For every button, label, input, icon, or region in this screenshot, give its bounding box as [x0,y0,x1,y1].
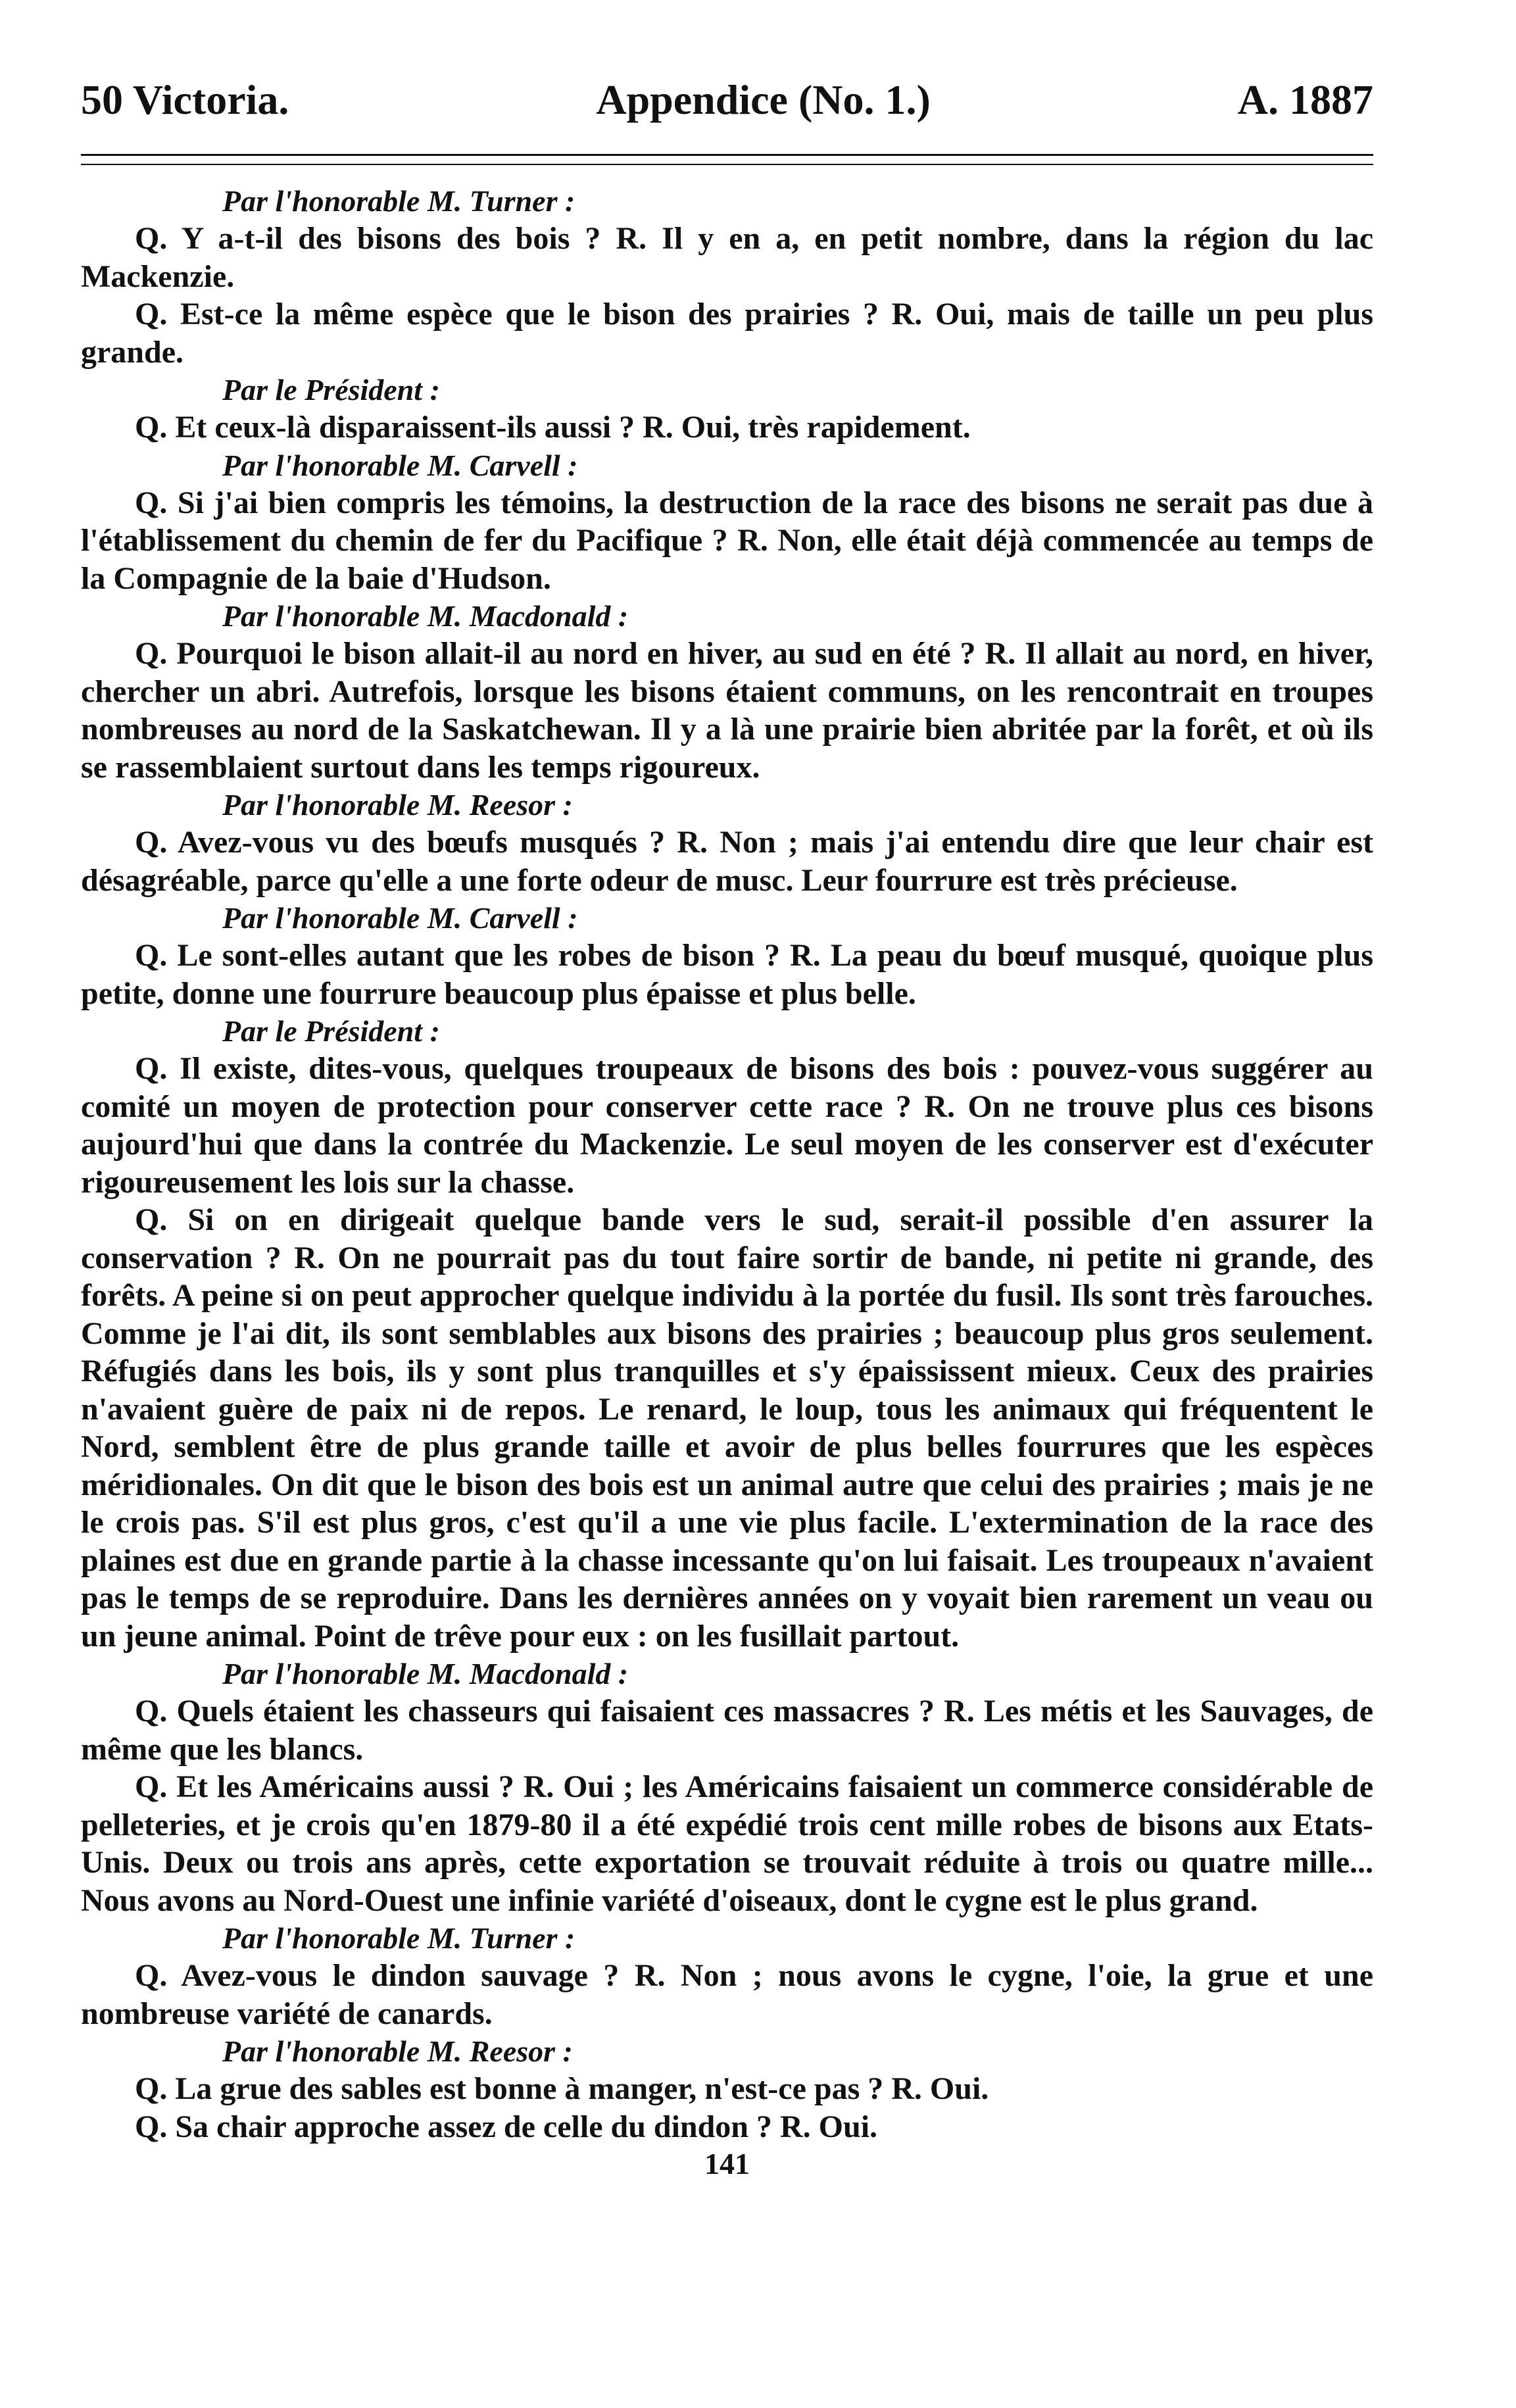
running-header [81,72,1373,128]
testimony-paragraph: Q. Sa chair approche assez de celle du dindon ? R. Oui. [135,2109,878,2144]
header-session: 50 Victoria. [81,76,289,123]
speaker-heading: Par l'honorable M. Reesor : [222,788,573,822]
testimony-paragraph: Q. Pourquoi le bison allait-il au nord en hiver, au sud en été ? R. Il allait au nord, en hiver, chercher un abri. Autrefois, lorsque les bisons étaient communs, on les rencontrait en troupes nombreuses au nord de la Saskatchewan. Il y a là une prairie bien abritée par la forêt, et où ils se rassemblaient surtout dans les temps rigoureux. [81,636,1373,785]
speaker-heading: Par l'honorable M. Carvell : [222,448,578,482]
header-appendix: Appendice (No. 1.) [596,76,931,123]
header-double-rule [81,154,1373,165]
speaker-heading: Par le Président : [222,373,440,406]
speaker-heading: Par l'honorable M. Reesor : [222,2034,573,2068]
testimony-paragraph: Q. Et ceux-là disparaissent-ils aussi ? R. Oui, très rapidement. [135,410,971,445]
speaker-heading: Par l'honorable M. Turner : [222,184,575,218]
testimony-paragraph: Q. Et les Américains aussi ? R. Oui ; les Américains faisaient un commerce considérable de pelleteries, et je crois qu'en 1879-80 il a été expédié trois cent mille robes de bisons aux Etats-Unis. Deux ou trois ans après, cette exportation se trouvait réduite à trois ou quatre mille... Nous avons au Nord-Ouest une infinie variété d'oiseaux, dont le cygne est le plus grand. [81,1769,1373,1918]
document-page [81,72,1373,2182]
speaker-heading: Par l'honorable M. Macdonald : [222,1657,629,1690]
testimony-paragraph: Q. Si on en dirigeait quelque bande vers le sud, serait-il possible d'en assurer la conservation ? R. On ne pourrait pas du tout faire sortir de bande, ni petite ni grande, des forêts. A peine si on peut approcher quelque individu à la portée du fusil. Ils sont très farouches. Comme je l'ai dit, ils sont semblables aux bisons des prairies ; beaucoup plus gros seulement. Réfugiés dans les bois, ils y sont plus tranquilles et s'y épaississent mieux. Ceux des prairies n'avaient guère de paix ni de repos. Le renard, le loup, tous les animaux qui fréquentent le Nord, semblent être de plus grande taille et avoir de plus belles fourrures que les espèces méridionales. On dit que le bison des bois est un animal autre que celui des prairies ; mais je ne le crois pas. S'il est plus gros, c'est qu'il a une vie plus facile. L'extermination de la race des plaines est due en grande partie à la chasse incessante qu'on lui faisait. Les troupeaux n'avaient pas le temps de se reproduire. Dans les dernières années on y voyait bien rarement un veau ou un jeune animal. Point de trêve pour eux : on les fusillait partout. [81,1202,1373,1654]
speaker-heading: Par l'honorable M. Turner : [222,1921,575,1955]
testimony-paragraph: Q. Y a-t-il des bisons des bois ? R. Il y en a, en petit nombre, dans la région du lac Mackenzie. [81,221,1373,294]
testimony-paragraph: Q. La grue des sables est bonne à manger, n'est-ce pas ? R. Oui. [135,2071,989,2106]
testimony-paragraph: Q. Quels étaient les chasseurs qui faisaient ces massacres ? R. Les métis et les Sauvages, de même que les blancs. [81,1694,1373,1767]
testimony-paragraph: Q. Est-ce la même espèce que le bison des prairies ? R. Oui, mais de taille un peu plus grande. [81,297,1373,370]
speaker-heading: Par l'honorable M. Macdonald : [222,599,629,633]
testimony-paragraph: Q. Avez-vous le dindon sauvage ? R. Non ; nous avons le cygne, l'oie, la grue et une nombreuse variété de canards. [81,1958,1373,2031]
testimony-paragraph: Q. Il existe, dites-vous, quelques troupeaux de bisons des bois : pouvez-vous suggérer au comité un moyen de protection pour conserver cette race ? R. On ne trouve plus ces bisons aujourd'hui que dans la contrée du Mackenzie. Le seul moyen de les conserver est d'exécuter rigoureusement les lois sur la chasse. [81,1051,1373,1200]
testimony-body [81,182,1373,2146]
testimony-paragraph: Q. Si j'ai bien compris les témoins, la destruction de la race des bisons ne serait pas due à l'établissement du chemin de fer du Pacifique ? R. Non, elle était déjà commencée au temps de la Compagnie de la baie d'Hudson. [81,485,1373,596]
speaker-heading: Par l'honorable M. Carvell : [222,901,578,935]
speaker-heading: Par le Président : [222,1014,440,1048]
testimony-paragraph: Q. Avez-vous vu des bœufs musqués ? R. Non ; mais j'ai entendu dire que leur chair est désagréable, parce qu'elle a une forte odeur de musc. Leur fourrure est très précieuse. [81,825,1373,898]
testimony-paragraph: Q. Le sont-elles autant que les robes de bison ? R. La peau du bœuf musqué, quoique plus petite, donne une fourrure beaucoup plus épaisse et plus belle. [81,938,1373,1011]
page-number: 141 [704,2147,750,2180]
header-year: A. 1887 [1237,76,1373,123]
